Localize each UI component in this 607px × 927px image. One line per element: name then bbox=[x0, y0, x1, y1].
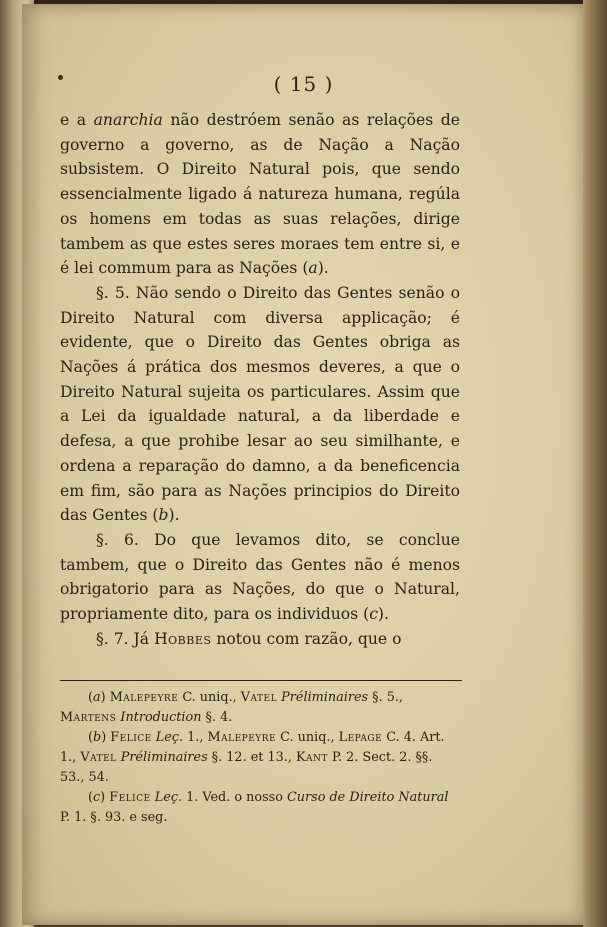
text-run: P. 1. §. 93. e seg. bbox=[60, 810, 168, 825]
text-run: ( bbox=[88, 790, 93, 805]
text-run: §. 5. Não sendo o Direito das Gentes senão o Direito Natural com diversa applicação; é evidente, que o Direito das Gentes obriga as Nações á prática dos mesmos deveres, a que o Direito Natural sujeita os particulares. Assim que a Lei da igualdade natural, a da liberdade e defesa, a que prohibe lesar ao seu similhante, e ordena a reparação do damno, a da beneficencia em fim, são para as Nações principios do Direito das Gentes ( bbox=[60, 283, 460, 525]
text-run: C. 4. Art. 1., bbox=[60, 730, 445, 765]
text-run: 1. Ved. o nosso bbox=[182, 790, 287, 805]
italic-text: a bbox=[308, 259, 318, 278]
small-caps-name: Felice bbox=[110, 730, 152, 745]
text-run: ( bbox=[88, 690, 93, 705]
italic-text: Curso de Direito Natural bbox=[287, 790, 449, 805]
text-run: não destróem senão as relações de governo a governo, as de Nação a Nação subsistem. O Direito Natural pois, que sendo essencialmente ligado á natureza humana, regúla os homens em todas as suas relações, dirige tambem as que estes seres moraes tem entre si, e é lei commum para as Nações ( bbox=[60, 111, 460, 278]
italic-text: a bbox=[93, 690, 101, 705]
text-run: C. uniq., bbox=[178, 690, 241, 705]
italic-text: c bbox=[369, 605, 378, 624]
small-caps-name: Hobbes bbox=[154, 629, 212, 648]
text-run: §. 5., bbox=[368, 690, 403, 705]
main-text bbox=[60, 108, 460, 651]
small-caps-name: Malepeyre bbox=[207, 730, 277, 745]
small-caps-name: Vatel bbox=[80, 750, 117, 765]
page-number: ( 15 ) bbox=[273, 72, 334, 96]
italic-text: Leç. bbox=[154, 790, 183, 805]
paragraph bbox=[60, 108, 460, 281]
text-run: ) bbox=[100, 790, 110, 805]
footnote bbox=[60, 788, 460, 828]
text-run: e a bbox=[60, 111, 94, 129]
text-run: ) bbox=[100, 690, 110, 705]
small-caps-name: Lepage bbox=[338, 730, 383, 745]
italic-text: Préliminaires bbox=[281, 690, 369, 705]
small-caps-name: Felice bbox=[109, 790, 151, 805]
paragraph bbox=[60, 627, 460, 652]
text-run: C. uniq., bbox=[276, 730, 339, 745]
italic-text: Préliminaires bbox=[120, 750, 208, 765]
footnote bbox=[60, 688, 460, 728]
text-run: ). bbox=[168, 506, 180, 525]
italic-text: b bbox=[158, 506, 169, 525]
text-run: 1., bbox=[183, 730, 208, 745]
small-caps-name: Martens bbox=[60, 710, 117, 725]
footnote bbox=[60, 728, 460, 788]
footnote-separator bbox=[60, 680, 462, 681]
text-run: §. 6. Do que levamos dito, se conclue tambem, que o Direito das Gentes não é menos obrigatorio para as Nações, do que o Natural, propriamente dito, para os individuos ( bbox=[60, 530, 460, 624]
small-caps-name: Malepeyre bbox=[109, 690, 179, 705]
text-run: P. 2. Sect. 2. §§. 53., 54. bbox=[60, 750, 433, 785]
text-run: ( bbox=[88, 730, 93, 745]
italic-text: b bbox=[93, 730, 102, 745]
small-caps-name: Kant bbox=[295, 750, 328, 765]
paragraph bbox=[60, 528, 460, 627]
text-run: §. 4. bbox=[201, 710, 233, 725]
text-run: §. 12. et 13., bbox=[207, 750, 296, 765]
text-run: ). bbox=[377, 605, 389, 624]
text-run: §. 7. Já bbox=[96, 629, 155, 648]
paragraph bbox=[60, 281, 460, 528]
text-run: ). bbox=[317, 259, 329, 278]
small-caps-name: Vatel bbox=[240, 690, 278, 705]
italic-text: c bbox=[93, 790, 101, 805]
text-run: ) bbox=[101, 730, 111, 745]
italic-text: Leç. bbox=[155, 730, 184, 745]
italic-text: anarchia bbox=[93, 111, 163, 129]
right-page-edge bbox=[583, 0, 607, 927]
text-run: notou com razão, que o bbox=[211, 629, 402, 648]
italic-text: Introduction bbox=[120, 710, 202, 725]
footnotes bbox=[60, 688, 460, 828]
